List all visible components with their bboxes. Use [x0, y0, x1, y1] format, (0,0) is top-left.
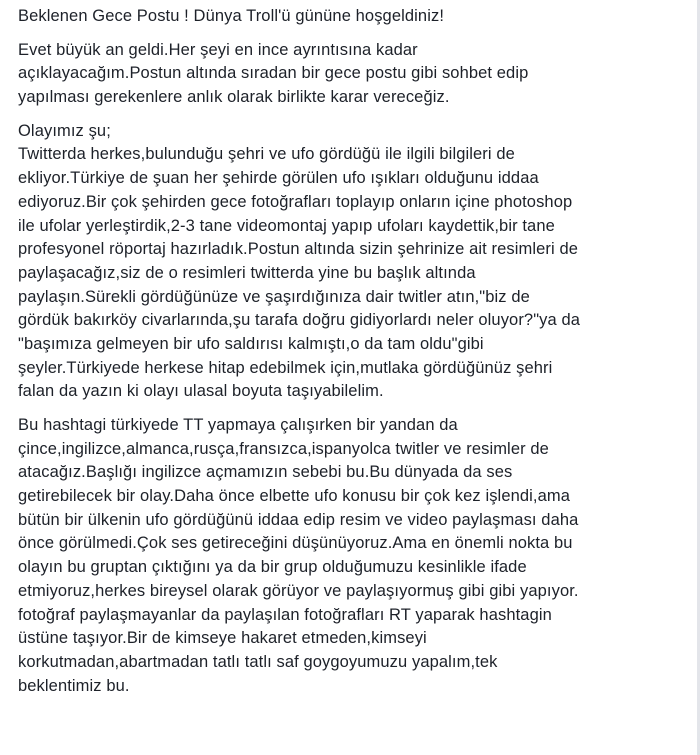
- text-line: beklentimiz bu.: [18, 676, 130, 695]
- text-line: Olayımız şu;: [18, 121, 111, 140]
- text-line: olayın bu gruptan çıktığını ya da bir grup olduğumuzu kesinlikle ifade: [18, 558, 527, 577]
- text-line: Evet büyük an geldi.Her şeyi en ince ayrıntısına kadar: [18, 40, 418, 59]
- paragraph-intro: [18, 39, 686, 110]
- text-line: paylaşacağız,siz de o resimleri twitterda yine bu başlık altında: [18, 263, 476, 282]
- text-line: ile ufolar yerleştirdik,2-3 tane videomontaj yapıp ufoları kaydettik,bir tane: [18, 216, 555, 235]
- text-line: falan da yazın ki olayı ulasal boyuta taşıyabilelim.: [18, 382, 384, 401]
- text-line: gördük bakırköy civarlarında,şu tarafa doğru gidiyorlardı neler oluyor?"ya da: [18, 311, 581, 330]
- text-line: etmiyoruz,herkes bireysel olarak görüyor ve paylaşıyormuş gibi gibi yapıyor.: [18, 581, 579, 600]
- text-line: korkutmadan,abartmadan tatlı tatlı saf goygoyumuzu yapalım,tek: [18, 652, 498, 671]
- text-line: Twitterda herkes,bulunduğu şehri ve ufo gördüğü ile ilgili bilgileri de: [18, 145, 515, 164]
- text-line: açıklayacağım.Postun altında sıradan bir gece postu gibi sohbet edip: [18, 64, 529, 83]
- paragraph-hashtag: [18, 414, 686, 698]
- text-line: ediyoruz.Bir çok şehirden gece fotoğrafları toplayıp onların içine photoshop: [18, 192, 573, 211]
- text-line: şeyler.Türkiyede herkese hitap edebilmek için,mutlaka gördüğünüz şehri: [18, 358, 553, 377]
- post-body: [18, 0, 686, 698]
- text-line: fotoğraf paylaşmayanlar da paylaşılan fotoğrafları RT yaparak hashtagin: [18, 605, 552, 624]
- text-line: bütün bir ülkenin ufo gördüğünü iddaa edip resim ve video paylaşması daha: [18, 510, 579, 529]
- text-line: çince,ingilizce,almanca,rusça,fransızca,ispanyolca twitler ve resimler de: [18, 439, 549, 458]
- text-line: atacağız.Başlığı ingilizce açmamızın sebebi bu.Bu dünyada da ses: [18, 463, 513, 482]
- text-line: önce görülmedi.Çok ses getireceğini düşünüyoruz.Ama en önemli nokta bu: [18, 534, 573, 553]
- text-line: ekliyor.Türkiye de şuan her şehirde görülen ufo ışıkları olduğunu iddaa: [18, 169, 539, 188]
- text-line: yapılması gerekenlere anlık olarak birlikte karar vereceğiz.: [18, 88, 450, 107]
- paragraph-plan: [18, 120, 686, 404]
- text-line: üstüne taşıyor.Bir de kimseye hakaret etmeden,kimseyi: [18, 629, 427, 648]
- text-line: profesyonel röportaj hazırladık.Postun altında sizin şehrinize ait resimleri de: [18, 240, 579, 259]
- text-line: Bu hashtagi türkiyede TT yapmaya çalışırken bir yandan da: [18, 416, 458, 434]
- post-title: Beklenen Gece Postu ! Dünya Troll'ü gününe hoşgeldiniz!: [18, 7, 444, 25]
- text-line: getirebilecek bir olay.Daha önce elbette ufo konusu bir çok kez işlendi,ama: [18, 487, 570, 506]
- text-line: paylaşın.Sürekli gördüğünüze ve şaşırdığınıza dair twitler atın,"biz de: [18, 287, 530, 306]
- text-line: "başımıza gelmeyen bir ufo saldırısı kalmıştı,o da tam oldu"gibi: [18, 334, 484, 353]
